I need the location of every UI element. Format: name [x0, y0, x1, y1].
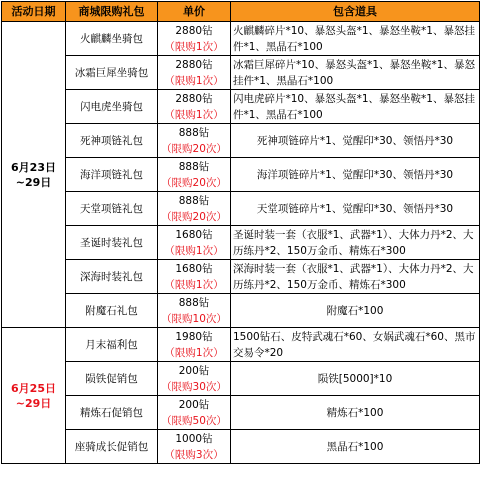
price-value: 1680钻: [175, 262, 213, 275]
purchase-limit: （限购1次）: [164, 244, 224, 257]
table-row: [2, 226, 480, 260]
purchase-limit: （限购1次）: [164, 74, 224, 87]
table-row: [2, 56, 480, 90]
header-items: 包含道具: [231, 2, 480, 22]
purchase-limit: （限购10次）: [161, 312, 227, 325]
purchase-limit: （限购20次）: [161, 210, 227, 223]
table-row: [2, 192, 480, 226]
price-cell: [158, 90, 231, 124]
pack-items: 深海时装一套（衣服*1、武器*1）、大体力丹*2、大历练丹*2、150万金币、精炼石*300: [231, 260, 480, 294]
table-row: [2, 90, 480, 124]
pack-name: 冰霜巨犀坐骑包: [66, 56, 158, 90]
price-cell: [158, 362, 231, 396]
purchase-limit: （限购1次）: [164, 278, 224, 291]
pack-name: 月末福利包: [66, 328, 158, 362]
pack-items: 附魔石*100: [231, 294, 480, 328]
table-row: [2, 362, 480, 396]
purchase-limit: （限购1次）: [164, 108, 224, 121]
pack-items: 黑晶石*100: [231, 430, 480, 464]
price-value: 888钻: [178, 126, 210, 139]
pack-items: 海洋项链碎片*1、觉醒印*30、领悟丹*30: [231, 158, 480, 192]
gift-pack-table: [1, 1, 480, 464]
activity-date-cell: [2, 328, 66, 464]
header-date: 活动日期: [2, 2, 66, 22]
purchase-limit: （限购1次）: [164, 346, 224, 359]
price-cell: [158, 396, 231, 430]
purchase-limit: （限购1次）: [164, 40, 224, 53]
price-value: 888钻: [178, 296, 210, 309]
pack-name: 死神项链礼包: [66, 124, 158, 158]
price-cell: [158, 260, 231, 294]
price-value: 888钻: [178, 194, 210, 207]
table-row: [2, 260, 480, 294]
price-value: 2880钻: [175, 24, 213, 37]
price-cell: [158, 56, 231, 90]
price-cell: [158, 124, 231, 158]
price-value: 1980钻: [175, 330, 213, 343]
pack-name: 座骑成长促销包: [66, 430, 158, 464]
table-row: [2, 294, 480, 328]
pack-name: 闪电虎坐骑包: [66, 90, 158, 124]
pack-name: 圣诞时装礼包: [66, 226, 158, 260]
pack-name: 精炼石促销包: [66, 396, 158, 430]
purchase-limit: （限购3次）: [164, 448, 224, 461]
pack-items: 冰霜巨犀碎片*10、暴怒头盔*1、暴怒坐鞍*1、暴怒挂件*1、黑晶石*100: [231, 56, 480, 90]
pack-items: 天堂项链碎片*1、觉醒印*30、领悟丹*30: [231, 192, 480, 226]
table-row: [2, 396, 480, 430]
price-cell: [158, 328, 231, 362]
price-value: 888钻: [178, 160, 210, 173]
header-row: [2, 2, 480, 22]
activity-date-end: ~29日: [15, 175, 52, 189]
pack-name: 陨铁促销包: [66, 362, 158, 396]
header-pack-name: 商城限购礼包: [66, 2, 158, 22]
price-value: 200钻: [178, 364, 210, 377]
purchase-limit: （限购20次）: [161, 176, 227, 189]
pack-name: 天堂项链礼包: [66, 192, 158, 226]
table-row: [2, 158, 480, 192]
activity-date-start: 6月25日: [11, 381, 56, 395]
price-cell: [158, 192, 231, 226]
purchase-limit: （限购50次）: [161, 414, 227, 427]
pack-items: 精炼石*100: [231, 396, 480, 430]
price-value: 2880钻: [175, 92, 213, 105]
header-price: 单价: [158, 2, 231, 22]
price-value: 1000钻: [175, 432, 213, 445]
price-value: 2880钻: [175, 58, 213, 71]
price-value: 1680钻: [175, 228, 213, 241]
price-cell: [158, 430, 231, 464]
pack-items: 死神项链碎片*1、觉醒印*30、领悟丹*30: [231, 124, 480, 158]
price-cell: [158, 22, 231, 56]
pack-items: 闪电虎碎片*10、暴怒头盔*1、暴怒坐鞍*1、暴怒挂件*1、黑晶石*100: [231, 90, 480, 124]
purchase-limit: （限购20次）: [161, 142, 227, 155]
table-row: [2, 22, 480, 56]
pack-name: 附魔石礼包: [66, 294, 158, 328]
pack-name: 火麒麟坐骑包: [66, 22, 158, 56]
pack-items: 火麒麟碎片*10、暴怒头盔*1、暴怒坐鞍*1、暴怒挂件*1、黑晶石*100: [231, 22, 480, 56]
price-cell: [158, 294, 231, 328]
activity-date-end: ~29日: [15, 396, 52, 410]
purchase-limit: （限购30次）: [161, 380, 227, 393]
pack-items: 圣诞时装一套（衣服*1、武器*1）、大体力丹*2、大历练丹*2、150万金币、精炼石*300: [231, 226, 480, 260]
pack-items: 陨铁[5000]*10: [231, 362, 480, 396]
pack-items: 1500钻石、皮特武魂石*60、女娲武魂石*60、黑市交易令*20: [231, 328, 480, 362]
pack-name: 海洋项链礼包: [66, 158, 158, 192]
pack-name: 深海时装礼包: [66, 260, 158, 294]
table-row: [2, 430, 480, 464]
price-cell: [158, 158, 231, 192]
activity-date-cell: [2, 22, 66, 328]
price-cell: [158, 226, 231, 260]
table-row: [2, 124, 480, 158]
table-body: [2, 22, 480, 464]
activity-date-start: 6月23日: [11, 160, 56, 174]
price-value: 200钻: [178, 398, 210, 411]
table-row: [2, 328, 480, 362]
